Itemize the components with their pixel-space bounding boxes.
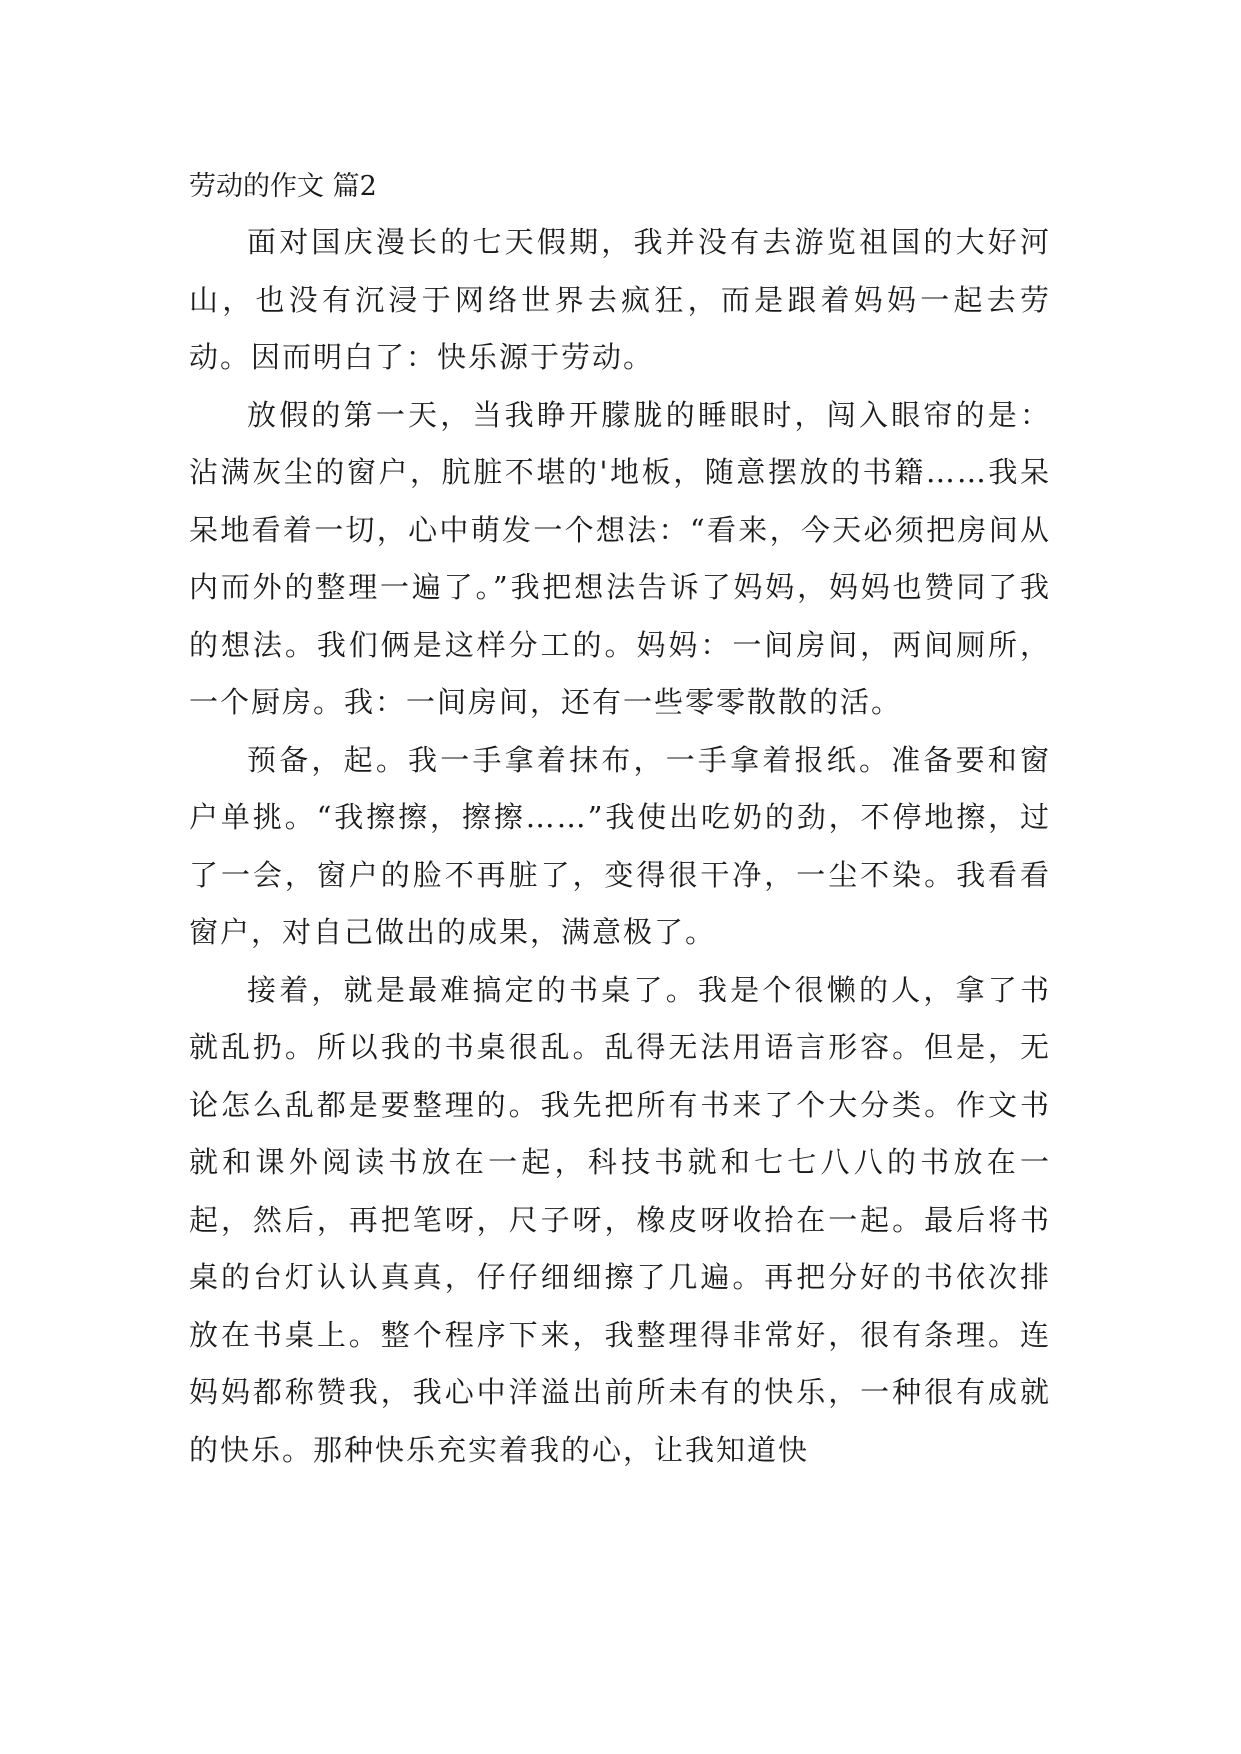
document-body: [189, 160, 1051, 1479]
paragraph-3: 预备，起。我一手拿着抹布，一手拿着报纸。准备要和窗户单挑。“我擦擦，擦擦……”我使出吃奶的劲，不停地擦，过了一会，窗户的脸不再脏了，变得很干净，一尘不染。我看看窗户，对自己做出的成果，满意极了。: [189, 742, 1051, 949]
paragraph-2: 放假的第一天，当我睁开朦胧的睡眼时，闯入眼帘的是：沾满灰尘的窗户，肮脏不堪的'地板，随意摆放的书籍……我呆呆地看着一切，心中萌发一个想法：“看来，今天必须把房间从内而外的整理一遍了。”我把想法告诉了妈妈，妈妈也赞同了我的想法。我们俩是这样分工的。妈妈：一间房间，两间厕所，一个厨房。我：一间房间，还有一些零零散散的活。: [189, 397, 1051, 719]
paragraph-4: 接着，就是最难搞定的书桌了。我是个很懒的人，拿了书就乱扔。所以我的书桌很乱。乱得无法用语言形容。但是，无论怎么乱都是要整理的。我先把所有书来了个大分类。作文书就和课外阅读书放在一起，科技书就和七七八八的书放在一起，然后，再把笔呀，尺子呀，橡皮呀收拾在一起。最后将书桌的台灯认认真真，仔仔细细擦了几遍。再把分好的书依次排放在书桌上。整个程序下来，我整理得非常好，很有条理。连妈妈都称赞我，我心中洋溢出前所未有的快乐，一种很有成就的快乐。那种快乐充实着我的心，让我知道快: [189, 972, 1051, 1467]
section-heading: 劳动的作文 篇2: [189, 171, 377, 202]
paragraph-1: 面对国庆漫长的七天假期，我并没有去游览祖国的大好河山，也没有沉浸于网络世界去疯狂，而是跟着妈妈一起去劳动。因而明白了：快乐源于劳动。: [189, 225, 1051, 374]
